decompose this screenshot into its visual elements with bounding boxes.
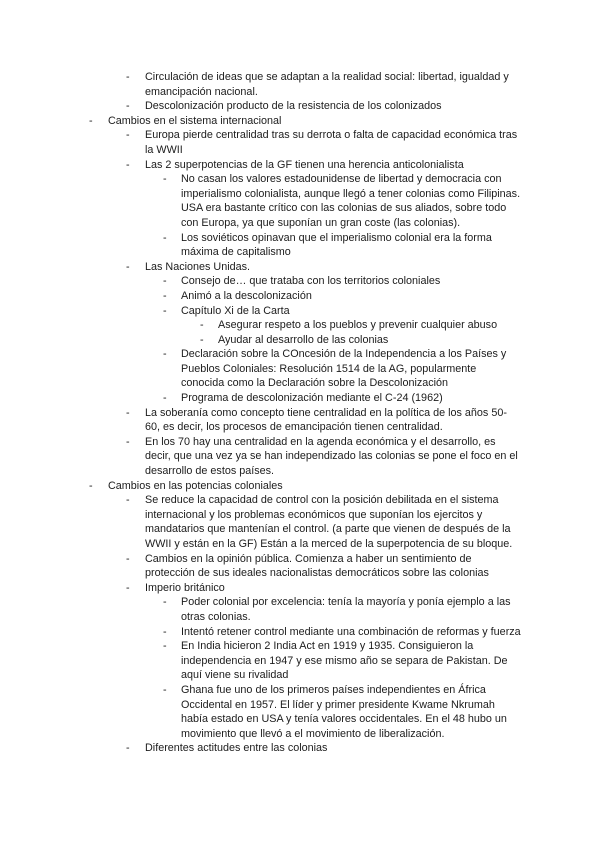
- bullet-item-level-1: [0, 70, 520, 99]
- bullet-text: Cambios en las potencias coloniales: [108, 479, 283, 492]
- dash-bullet-marker: -: [126, 552, 130, 565]
- bullet-item-level-1: [0, 741, 520, 756]
- bullet-item-level-2: [0, 304, 521, 319]
- dash-bullet-marker: -: [163, 640, 167, 653]
- bullet-text: Intentó retener control mediante una combinación de reformas y fuerza: [181, 625, 521, 638]
- bullet-text: Cambios en la opinión pública. Comienza a haber un sentimiento de protección de sus ideales nacionalistas democráticos sobre las colonias: [145, 552, 489, 580]
- bullet-text: Europa pierde centralidad tras su derrota o falta de capacidad económica tras la WWII: [145, 129, 518, 156]
- dash-bullet-marker: -: [126, 260, 130, 273]
- bullet-item-level-1: [0, 260, 520, 275]
- dash-bullet-marker: -: [126, 435, 130, 448]
- bullet-text: Capítulo Xi de la Carta: [181, 304, 290, 317]
- bullet-text: Asegurar respeto a los pueblos y prevenir cualquier abuso: [218, 319, 498, 332]
- dash-bullet-marker: -: [163, 625, 167, 638]
- bullet-text: Declaración sobre la COncesión de la Independencia a los Países y Pueblos Coloniales: Resolución 1514 de la AG, popularmente conocida como la Declaración sobre la Descolonización: [181, 348, 507, 390]
- bullet-item-level-1: [0, 435, 520, 479]
- bullet-text: Las Naciones Unidas.: [145, 260, 251, 273]
- dash-bullet-marker: -: [163, 275, 167, 288]
- bullet-item-level-1: [0, 493, 520, 551]
- bullet-item-level-2: [0, 639, 521, 683]
- bullet-item-level-2: [0, 231, 521, 260]
- bullet-item-level-2: [0, 391, 521, 406]
- bullet-text: Las 2 superpotencias de la GF tienen una herencia anticolonialista: [145, 158, 464, 171]
- bullet-item-level-2: [0, 625, 521, 640]
- bullet-text: Circulación de ideas que se adaptan a la realidad social: libertad, igualdad y emancipación nacional.: [145, 71, 509, 98]
- bullet-item-level-2: [0, 172, 521, 230]
- dash-bullet-marker: -: [126, 71, 130, 83]
- dash-bullet-marker: -: [200, 333, 204, 346]
- dash-bullet-marker: -: [126, 100, 130, 113]
- bullet-item-level-1: [0, 406, 520, 435]
- dash-bullet-marker: -: [163, 231, 167, 244]
- bullet-text: Animó a la descolonización: [181, 289, 312, 302]
- bullet-item-level-0: [0, 479, 520, 494]
- bullet-item-level-2: [0, 683, 521, 741]
- bullet-text: Imperio británico: [145, 581, 225, 594]
- dash-bullet-marker: -: [126, 742, 130, 755]
- bullet-text: Ghana fue uno de los primeros países independientes en África Occidental en 1957. El líder y primer presidente Kwame Nkrumah había estado en USA y tenía valores occidentales. En el 48 hubo un movimiento que llevó a el movimiento de liberalización.: [181, 683, 507, 740]
- bullet-item-level-3: [0, 318, 521, 333]
- dash-bullet-marker: -: [163, 392, 167, 405]
- dash-bullet-marker: -: [163, 683, 167, 696]
- bullet-item-level-1: [0, 158, 520, 173]
- dash-bullet-marker: -: [163, 304, 167, 317]
- bullet-text: Poder colonial por excelencia: tenía la mayoría y ponía ejemplo a las otras colonias.: [181, 596, 511, 623]
- bullet-item-level-3: [0, 333, 521, 348]
- dash-bullet-marker: -: [163, 173, 167, 186]
- bullet-text: Programa de descolonización mediante el C-24 (1962): [181, 392, 443, 405]
- bullet-text: Consejo de… que trataba con los territorios coloniales: [181, 275, 441, 288]
- dash-bullet-marker: -: [163, 348, 167, 361]
- dash-bullet-marker: -: [89, 114, 93, 127]
- dash-bullet-marker: -: [89, 479, 93, 492]
- dash-bullet-marker: -: [126, 129, 130, 142]
- bullet-item-level-2: [0, 347, 521, 391]
- bullet-item-level-1: [0, 99, 520, 114]
- dash-bullet-marker: -: [163, 289, 167, 302]
- bullet-item-level-2: [0, 274, 521, 289]
- dash-bullet-marker: -: [126, 406, 130, 419]
- bullet-text: La soberanía como concepto tiene centralidad en la política de los años 50-60, es decir, los procesos de emancipación tienen centralidad.: [145, 406, 507, 434]
- bullet-item-level-1: [0, 581, 520, 596]
- bullet-item-level-1: [0, 552, 520, 581]
- dash-bullet-marker: -: [126, 158, 130, 171]
- document-page: [0, 70, 600, 756]
- dash-bullet-marker: -: [126, 494, 130, 507]
- bullet-text: En los 70 hay una centralidad en la agenda económica y el desarrollo, es decir, que una vez ya se han independizado las colonias se pone el foco en el desarrollo de estos países.: [145, 435, 518, 478]
- bullet-item-level-0: [0, 114, 520, 129]
- bullet-text: Se reduce la capacidad de control con la posición debilitada en el sistema internacional y los problemas económicos que suponían los ejercitos y mandatarios que mantenían el control. (a parte que vienen de después de la WWII y están en la GF) Están a la merced de la superpotencia de su bloque.: [145, 494, 513, 550]
- bullet-item-level-1: [0, 128, 520, 157]
- dash-bullet-marker: -: [200, 319, 204, 332]
- bullet-text: Cambios en el sistema internacional: [108, 114, 282, 127]
- bullet-item-level-2: [0, 595, 521, 624]
- bullet-text: Diferentes actitudes entre las colonias: [145, 742, 328, 755]
- bullet-item-level-2: [0, 289, 521, 304]
- bullet-text: En India hicieron 2 India Act en 1919 y 1935. Consiguieron la independencia en 1947 y ese mismo año se separa de Pakistan. De aquí viene su rivalidad: [181, 640, 508, 682]
- dash-bullet-marker: -: [126, 581, 130, 594]
- bullet-text: Los soviéticos opinavan que el imperialismo colonial era la forma máxima de capitalismo: [181, 231, 492, 259]
- bullet-text: No casan los valores estadounidense de libertad y democracia con imperialismo colonialista, aunque llegó a tener colonias como Filipinas. USA era bastante crítico con las colonias de sus aliados, sobre todo con Europa, ya que suponían un gran coste (las colonias).: [181, 173, 521, 229]
- bullet-text: Descolonización producto de la resistencia de los colonizados: [145, 100, 442, 113]
- dash-bullet-marker: -: [163, 596, 167, 609]
- bullet-text: Ayudar al desarrollo de las colonias: [218, 333, 389, 346]
